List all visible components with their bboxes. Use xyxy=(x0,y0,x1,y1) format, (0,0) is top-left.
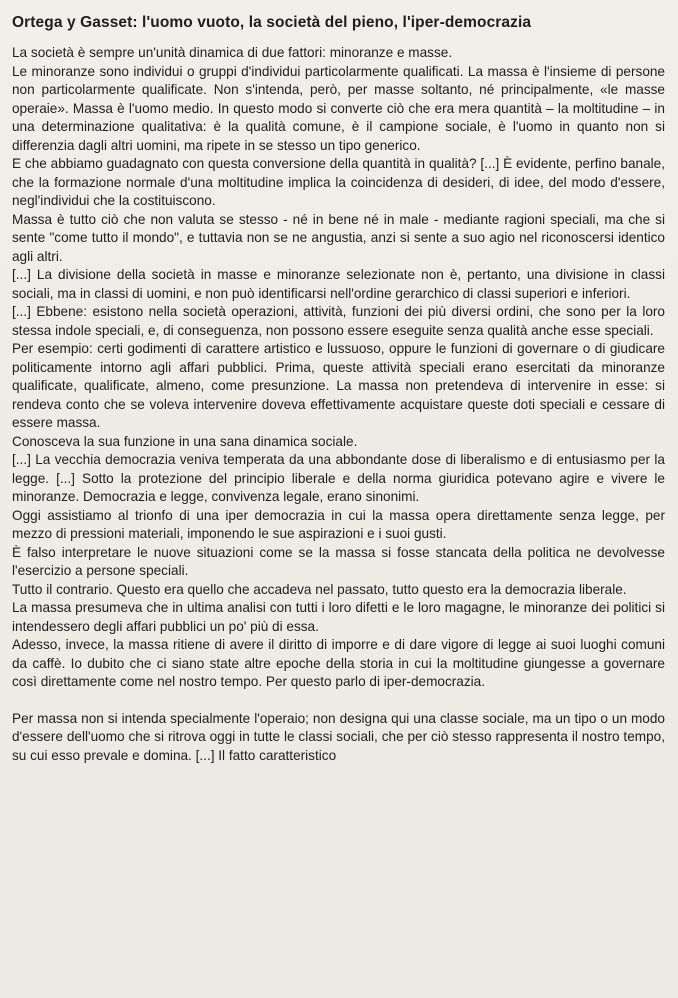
paragraph: La massa presumeva che in ultima analisi con tutti i loro difetti e le loro magagne, le minoranze dei politici si intendessero degli affari pubblici un po' più di essa. xyxy=(12,600,665,634)
paragraph: [...] Ebbene: esistono nella società operazioni, attività, funzioni dei più diversi ordini, che sono per la loro stessa indole speciali, e, di conseguenza, non possono essere eseguite senza qualità anche esse speciali. xyxy=(12,304,665,338)
paragraph: La società è sempre un'unità dinamica di due fattori: minoranze e masse. xyxy=(12,45,453,60)
paragraph: Adesso, invece, la massa ritiene di avere il diritto di imporre e di dare vigore di legge ai suoi luoghi comuni da caffè. Io dubito che ci siano state altre epoche della storia in cui la moltitudine giungesse a governare così direttamente come nel nostro tempo. Per questo parlo di iper-democrazia. xyxy=(12,637,665,689)
paragraph: Le minoranze sono individui o gruppi d'individui particolarmente qualificati. La massa è l'insieme di persone non particolarmente qualificate. Non s'intenda, però, per masse soltanto, né principalmente, «le masse operaie». Massa è l'uomo medio. In questo modo si converte ciò che era mera quantità – la moltitudine – in una determinazione qualitativa: è la qualità comune, è il campione sociale, è l'uomo in quanto non si differenzia dagli altri uomini, ma ripete in se stesso un tipo generico. xyxy=(12,63,665,153)
paragraph: Per massa non si intenda specialmente l'operaio; non designa qui una classe sociale, ma un tipo o un modo d'essere dell'uomo che si ritrova oggi in tutte le classi sociali, che per ciò stesso rappresenta il nostro tempo, su cui esso prevale e domina. [...] Il fatto caratteristico xyxy=(12,710,665,763)
document-body xyxy=(12,44,665,765)
paragraph: E che abbiamo guadagnato con questa conversione della quantità in qualità? [...] È evidente, perfino banale, che la formazione normale d'una moltitudine implica la coincidenza di desideri, di idee, del modo d'essere, negl'individui che la costituiscono. xyxy=(12,156,665,208)
paragraph: [...] La divisione della società in masse e minoranze selezionate non è, pertanto, una divisione in classi sociali, ma in classi di uomini, e non può identificarsi nell'ordine gerarchico di classi superiori e inferiori. xyxy=(12,267,665,301)
paragraph: È falso interpretare le nuove situazioni come se la massa si fosse stancata della politica ne devolvesse l'esercizio a persone speciali. xyxy=(12,544,665,578)
paragraph: Tutto il contrario. Questo era quello che accadeva nel passato, tutto questo era la democrazia liberale. xyxy=(12,581,627,597)
page-title: Ortega y Gasset: l'uomo vuoto, la società del pieno, l'iper-democrazia xyxy=(12,14,532,31)
paragraph: [...] La vecchia democrazia veniva temperata da una abbondante dose di liberalismo e di entusiasmo per la legge. [...] Sotto la protezione del principio liberale e della norma giuridica potevano agire e vivere le minoranze. Democrazia e legge, convivenza legale, erano sinonimi. xyxy=(12,452,665,504)
paragraph: Massa è tutto ciò che non valuta se stesso - né in bene né in male - mediante ragioni speciali, ma che si sente "come tutto il mondo", e tuttavia non se ne angustia, anzi si sente a suo agio nel riconoscersi identico agli altri. xyxy=(12,211,665,264)
paragraph: Per esempio: certi godimenti di carattere artistico e lussuoso, oppure le funzioni di governare o di giudicare politicamente intorno agli affari pubblici. Prima, queste attività speciali erano esercitati da minoranze qualificate, qualificate, almeno, come presunzione. La massa non pretendeva di intervenire in esse: si rendeva conto che se voleva intervenire doveva effettivamente acquistare queste doti speciali e cessare di essere massa. xyxy=(12,341,665,430)
paragraph: Oggi assistiamo al trionfo di una iper democrazia in cui la massa opera direttamente senza legge, per mezzo di pressioni materiali, imponendo le sue aspirazioni e i suoi gusti. xyxy=(12,507,665,541)
paragraph: Conosceva la sua funzione in una sana dinamica sociale. xyxy=(12,433,358,449)
